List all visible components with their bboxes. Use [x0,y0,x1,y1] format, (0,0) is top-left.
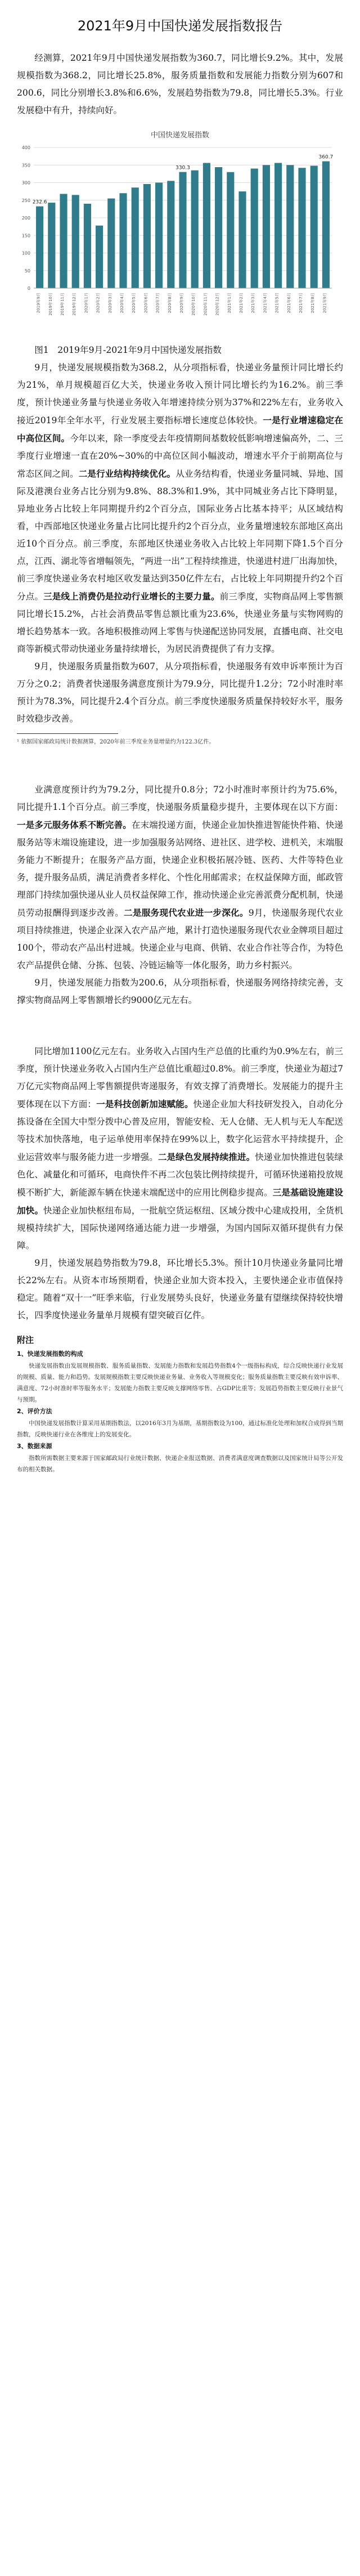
chart-title: 中国快递发展指数 [150,131,210,140]
y-tick-label: 250 [21,198,30,203]
express-body: 9月，快递服务现代农业项目持续推进，快递企业深入农产品产地，累计打造快递服务现代农业金牌项目超过100个，带动农产品出村进城。快递企业与电商、供销、农业合作社等合作，为特色农产品提供仓储、分拣、包装、冷链运输等一体化服务，助力乡村振兴。 [17,908,343,970]
x-tick-label: 2021年3月 [251,293,256,313]
x-tick-label: 2020年6月 [143,293,148,313]
green-text: 快递业加快推进包装绿色化、减量化和可循环，电商快件不再二次包装比例持续提升，可循环快递箱投放规模不断扩大，新能源车辆在快递末端配送中的应用比例稳步提高。 [17,1152,343,1198]
x-tick-label: 2020年10月 [191,293,196,316]
x-tick-label: 2019年11月 [60,293,65,316]
x-tick-label: 2021年6月 [286,293,291,313]
chart-x-axis [34,288,332,316]
bar [119,193,127,288]
complaint-highlight: 一是多元服务体系不断完善。 [17,819,132,830]
chart-bars [36,162,330,288]
scale-highlight: 一是行业增速稳定在中高位区间。 [17,415,343,443]
figure-caption: 图1 2019年9月-2021年9月中国快递发展指数 [34,345,222,355]
x-tick-label: 2020年7月 [155,293,160,313]
y-tick-label: 50 [24,268,30,274]
y-tick-label: 0 [27,286,30,291]
bar [155,183,163,289]
bar [227,172,234,288]
data-label: 232.6 [32,199,47,205]
consumption-highlight: 三是线上消费仍是拉动行业增长的主要力量。 [43,591,220,602]
data-label: 360.7 [318,154,334,160]
bar [191,171,199,288]
bar [274,163,282,289]
consumption-paragraph: 前三季度，实物商品网上零售额同比增长15.2%，占社会消费品零售总额比重为23.6%，快递业务量与实物网购的增长趋势基本一致。各地积极推动网上零售与快递配送协同发展，直播电商、社交电商等新模式带动快递业务量持续增长，为居民消费提供了有力支撑。 [17,592,343,654]
trend-paragraph: 9月，快递发展趋势指数为79.8，环比增长5.3%。预计10月快递业务量同比增长22%左右。从资本市场预期看，快递企业加大资本投入，主要快递企业市值保持稳定。随着“双十一”旺季来临，行业发展势头良好，快递业务量有望继续保持较快增长，四季度快递业务量单月规模有望突破百亿件。 [17,1258,343,1320]
x-tick-label: 2020年8月 [167,293,172,313]
x-tick-label: 2021年8月 [310,293,316,313]
y-tick-label: 200 [21,216,30,221]
scale-paragraph-a: 9月，快递发展规模指数为368.2，从分项指标看，快递业务量预计同比增长约为21%，单月规模超百亿大关，快递业务收入预计同比增长约为16.2%。前三季度，预计快递业务量与快递业务收入年增速持续分别为37%和22%左右，业务收入接近2019年全年水平，行业发展主要指标增长速度总体较快。 [17,362,343,425]
x-tick-label: 2020年12月 [215,293,220,316]
bar [179,172,186,288]
capacity-paragraph: 9月，快递发展能力指数为200.6，从分项指标看，快递服务网络持续完善，支撑实物商品网上零售额增长约9000亿元左右。 [17,978,343,1005]
appendix-text-3: 指数所需数据主要来源于国家邮政局行业统计数据、快递企业报送数据、消费者满意度调查数据以及国家统计局等公开发布的相关数据。 [17,1455,343,1473]
y-tick-label: 350 [21,163,30,168]
complaint-text: 业满意度预计约为79.2分，同比提升0.8分；72小时准时率预计约为75.6%，同比提升1.1个百分点。前三季度，快递服务质量稳步提升，主要体现在以下方面： [17,785,343,812]
bar [60,194,67,289]
y-tick-label: 100 [21,250,30,256]
y-tick-label: 300 [21,180,30,186]
bar [215,167,222,288]
structure-highlight: 二是行业结构持续优化。 [78,468,176,479]
x-tick-label: 2021年1月 [227,293,232,313]
bar [263,165,270,288]
x-tick-label: 2020年5月 [132,293,137,313]
international-highlight: 三是基础设施建设加快。 [17,1187,343,1216]
bar [298,168,305,288]
express-highlight: 二是服务现代农业进一步深化。 [124,907,249,918]
footnote-divider [17,733,118,734]
x-tick-label: 2020年9月 [179,293,184,313]
capacity-body-paragraph [17,1043,343,1255]
index-bar-chart [0,119,360,342]
bar [48,203,55,288]
x-tick-label: 2021年2月 [239,293,244,313]
bar [251,169,258,289]
x-tick-label: 2021年5月 [274,293,280,313]
complaint-body: 在末端投递方面，快递企业加快推进智能快件箱、快递服务站等末端设施建设，进一步加强服务站网络、进社区、进学校、进机关，末端服务能力不断提升；在服务产品方面，快递企业积极拓展冷链、医药、大件等特色业务，提升服务品质，满足消费者多样化、个性化用邮需求；在权益保障方面，邮政管理部门持续加强快递从业人员权益保障工作，推动快递企业完善派费分配机制，快递员劳动报酬得到逐步改善。 [17,820,343,918]
bar [96,226,103,288]
x-tick-label: 2019年10月 [48,293,53,316]
page-break [0,747,360,781]
bar [72,195,79,288]
international-text: 快递企业加快枢纽布局，一批航空货运枢纽、区域分拨中心建成投用，全货机规模持续扩大，国际快递网络通达能力进一步增强，为国内国际双循环提供有力保障。 [17,1206,343,1251]
bar [286,165,294,288]
capacity-highlight: 一是科技创新加速赋能。 [96,1099,194,1109]
green-highlight: 二是绿色发展持续推进。 [158,1152,255,1162]
scale-paragraph [17,359,343,658]
appendix-text-2: 中国快递发展指数计算采用基期指数法，以2016年3月为基期，基期指数设为100，通过标准化处理和加权合成得到当期指数，反映快递行业在各维度上的发展变化。 [17,1420,343,1438]
intro-paragraph: 经测算，2021年9月中国快递发展指数为360.7，同比增长9.2%。其中，发展规模指数为368.2，同比增长25.8%，服务质量指数和发展能力指数分别为607和200.6，同比分别增长3.8%和6.6%，发展趋势指数为79.8，同比增长5.3%。行业发展稳中有升，持续向好。 [17,53,343,115]
bar [132,187,139,288]
page-break-2 [0,1009,360,1043]
footnote: ¹ 依据国家邮政局统计数据测算，2020年前三季度业务量增量约为122.3亿件。 [17,739,215,745]
bar [310,166,318,289]
appendix-heading-2: 2、评价方法 [17,1408,52,1415]
chart-y-axis [22,145,30,291]
capacity-body: 同比增加1100亿元左右。业务收入占国内生产总值的比重约为0.9%左右，前三季度，预计快递业务收入占国内生产总值比重超过0.8%。前三季度，快递业为超过7万亿元实物商品网上零售额提供寄递服务，有效支撑了消费增长。发展能力的提升主要体现在以下方面： [17,1046,343,1109]
bar [322,162,330,288]
x-tick-label: 2019年12月 [72,293,77,316]
capacity-text: 快递企业加大科技研发投入，自动化分拣设备在全国大中型分拨中心普及应用，智能安检、无人仓储、无人机与无人车配送等技术加快落地，电子运单使用率保持在99%以上，数字化运营水平持续提升，企业运营效率与服务能力进一步增强。 [17,1099,343,1162]
scale-paragraph-b: 今年以来，除一季度受去年疫情期间基数较低影响增速偏高外，二、三季度行业增速一直在20%~30%的中高位区间小幅波动，增速水平介于前期高位与常态区间之间。 [17,433,343,479]
data-label: 330.3 [176,165,190,171]
x-tick-label: 2020年3月 [107,293,112,313]
bar [203,163,210,289]
bar [167,181,174,288]
bar [107,199,115,288]
structure-paragraph: 从业务结构看，快递业务量同城、异地、国际及港澳台业务占比分别为9.8%、88.3%和1.9%，其中同城业务占比下降明显，异地业务占比较上年同期提升约2个百分点，国际业务占比基本持平；从区域结构看，中西部地区快递业务量占比同比提升约2个百分点，业务量增速较东部地区高出近10个百分点。前三季度，东部地区快递业务收入占比较上年同期下降1.5个百分点，江西、湖北等省增幅领先，“两进一出”工程持续推进，快递进村进厂出海加快，前三季度快递业务农村地区收发量达到350亿件左右，占比较上年同期提升约2个百分点。 [17,469,343,602]
x-tick-label: 2019年9月 [36,293,41,313]
x-tick-label: 2021年7月 [299,293,303,313]
x-tick-label: 2021年9月 [322,293,327,313]
appendix-title: 附注 [17,1335,34,1345]
bar [84,204,91,288]
appendix-heading-1: 1、快递发展指数的构成 [17,1350,83,1358]
appendix-heading-3: 3、数据来源 [17,1442,52,1450]
x-tick-label: 2020年11月 [203,293,208,316]
bar [36,207,43,288]
y-tick-label: 400 [21,145,30,150]
x-tick-label: 2020年4月 [120,293,124,313]
bar [238,191,246,288]
y-tick-label: 150 [21,233,30,239]
x-tick-label: 2020年2月 [96,293,101,313]
complaint-paragraph [17,781,343,974]
report-title: 2021年9月中国快递发展指数报告 [77,18,283,34]
x-tick-label: 2020年1月 [84,293,89,313]
chart-svg [0,119,360,342]
appendix-text-1: 快递发展指数由发展规模指数、服务质量指数、发展能力指数和发展趋势指数4个一级指标构成，综合反映快递行业发展的规模、质量、能力和趋势。发展规模指数主要反映快递业务量、业务收入等规模变化；服务质量指数主要反映有效申诉率、满意度、72小时准时率等服务水平；发展能力指数主要反映支撑网络零售、占GDP比重等；发展趋势指数主要反映行业景气与预期。 [17,1363,343,1403]
x-tick-label: 2021年4月 [263,293,268,313]
bar [143,184,151,288]
service-paragraph: 9月，快递服务质量指数为607，从分项指标看，快递服务有效申诉率预计为百万分之0.2；消费者快递服务满意度预计为79.9分，同比提升1.2分；72小时准时率预计为78.3%，同比提升2.4个百分点。前三季度快递服务质量保持较好水平，服务时效稳步改善。 [17,661,343,724]
